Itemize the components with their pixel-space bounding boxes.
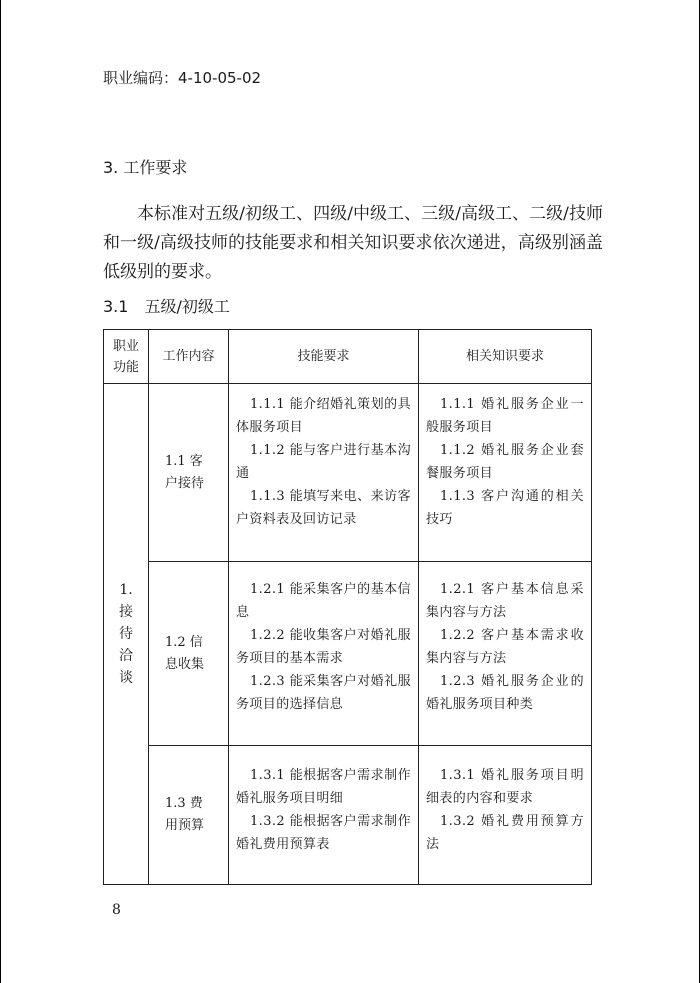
header-function: 职业功能 xyxy=(104,330,149,384)
skills-cell xyxy=(229,746,419,885)
knowledge-item: 1.1.2 婚礼服务企业套餐服务项目 xyxy=(426,443,584,481)
intro-paragraph: 本标准对五级/初级工、四级/中级工、三级/高级工、二级/技师和一级/高级技师的技能要求和相关知识要求依次递进，高级别涵盖低级别的要求。 xyxy=(103,204,603,282)
content-cell: 1.2 信息收集 xyxy=(149,562,229,746)
skills-cell xyxy=(229,562,419,746)
skill-item: 1.2.1 能采集客户的基本信息 xyxy=(236,582,411,620)
skill-item: 1.1.3 能填写来电、来访客户资料表及回访记录 xyxy=(236,489,411,527)
skill-item: 1.3.2 能根据客户需求制作婚礼费用预算表 xyxy=(236,814,411,852)
function-cell xyxy=(104,384,149,885)
knowledge-item: 1.3.1 婚礼服务项目明细表的内容和要求 xyxy=(426,768,584,806)
header-knowledge: 相关知识要求 xyxy=(419,330,592,384)
skills-cell xyxy=(229,384,419,562)
skill-item: 1.1.2 能与客户进行基本沟通 xyxy=(236,443,411,481)
content-cell: 1.1 客户接待 xyxy=(149,384,229,562)
table-row xyxy=(104,746,592,885)
function-name: 1.接待洽谈 xyxy=(119,582,133,686)
page-number: 8 xyxy=(112,902,121,918)
skill-item: 1.2.3 能采集客户对婚礼服务项目的选择信息 xyxy=(236,674,411,712)
header-skills: 技能要求 xyxy=(229,330,419,384)
occupation-code: 职业编码：4-10-05-02 xyxy=(103,69,262,87)
knowledge-item: 1.2.2 客户基本需求收集内容与方法 xyxy=(426,628,584,666)
skill-item: 1.3.1 能根据客户需求制作婚礼服务项目明细 xyxy=(236,768,411,806)
header-content: 工作内容 xyxy=(149,330,229,384)
skill-item: 1.2.2 能收集客户对婚礼服务项目的基本需求 xyxy=(236,628,411,666)
table-row xyxy=(104,384,592,562)
section-title: 3. 工作要求 xyxy=(103,158,188,177)
skill-item: 1.1.1 能介绍婚礼策划的具体服务项目 xyxy=(236,397,411,435)
knowledge-item: 1.1.1 婚礼服务企业一般服务项目 xyxy=(426,397,584,435)
requirements-table xyxy=(103,329,592,885)
knowledge-cell xyxy=(419,384,592,562)
page-border-left xyxy=(0,0,1,983)
knowledge-item: 1.2.1 客户基本信息采集内容与方法 xyxy=(426,582,584,620)
knowledge-item: 1.3.2 婚礼费用预算方法 xyxy=(426,814,584,852)
subsection-title: 3.1 五级/初级工 xyxy=(103,297,230,316)
table-row xyxy=(104,562,592,746)
knowledge-item: 1.1.3 客户沟通的相关技巧 xyxy=(426,489,584,527)
table-header-row xyxy=(104,330,592,384)
knowledge-cell xyxy=(419,746,592,885)
knowledge-item: 1.2.3 婚礼服务企业的婚礼服务项目种类 xyxy=(426,674,584,712)
content-cell: 1.3 费用预算 xyxy=(149,746,229,885)
knowledge-cell xyxy=(419,562,592,746)
